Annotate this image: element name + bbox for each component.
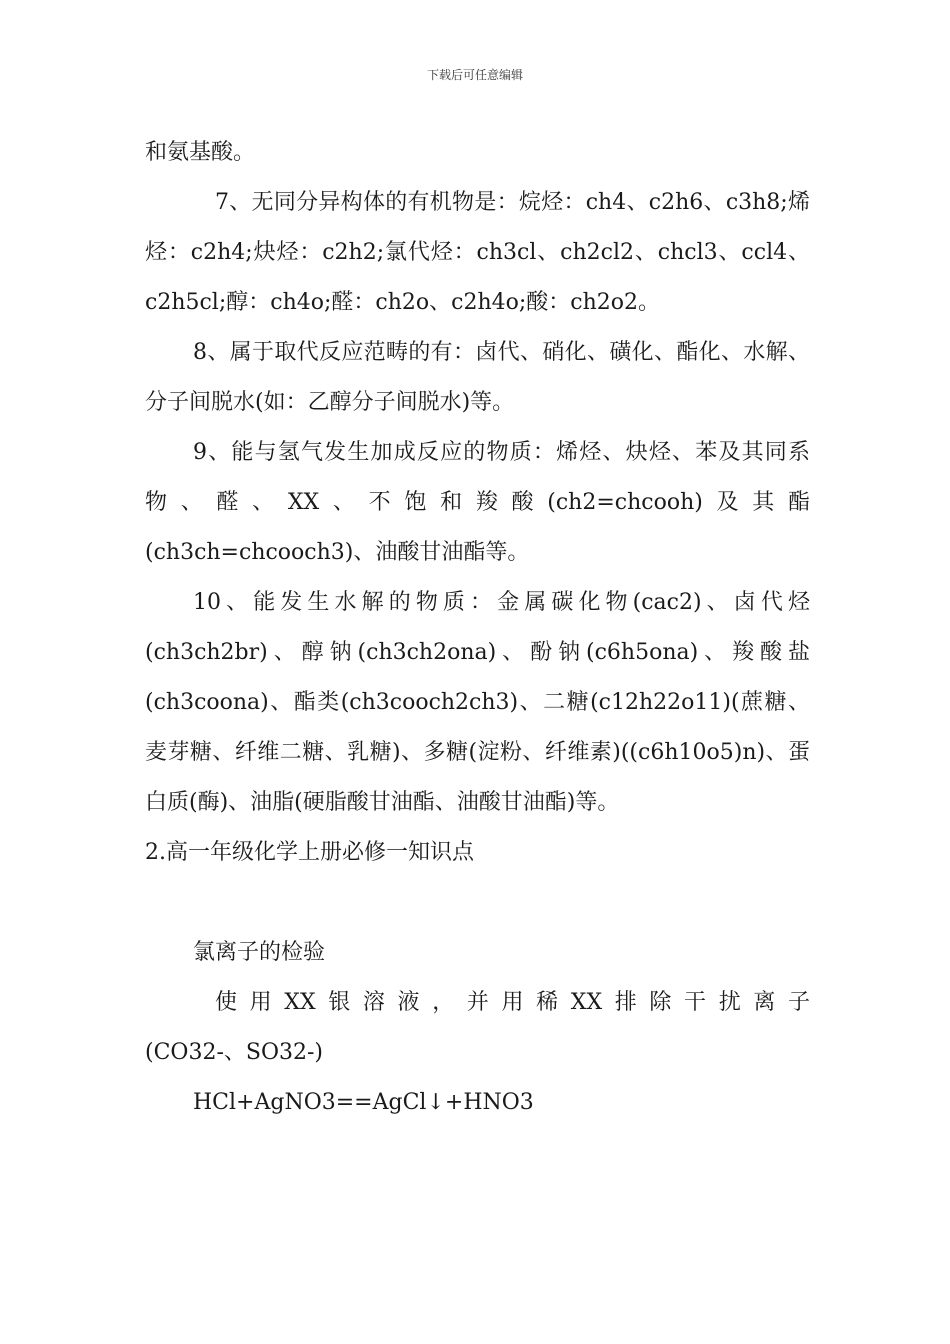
chemical-equation: HCl+AgNO3==AgCl↓+HNO3 xyxy=(193,1090,534,1115)
paragraph-item-10: 10、能发生水解的物质：金属碳化物(cac2)、卤代烃(ch3ch2br)、醇钠(ch3ch2ona)、酚钠(c6h5ona)、羧酸盐(ch3coona)、酯类(ch3cooch2ch3)、二糖(c12h22o11)(蔗糖、麦芽糖、纤维二糖、乳糖)、多糖(淀粉、纤维素)((c6h10o5)n)、蛋白质(酶)、油脂(硬脂酸甘油酯、油酸甘油酯)等。 xyxy=(145,590,810,815)
page-header: 下载后可任意编辑 xyxy=(426,68,523,82)
chloride-test-text: 使用XX银溶液，并用稀XX排除干扰离子 xyxy=(215,990,810,1015)
spacer xyxy=(145,878,810,928)
paragraph-item-8: 8、属于取代反应范畴的有：卤代、硝化、磺化、酯化、水解、分子间脱水(如：乙醇分子间脱水)等。 xyxy=(145,340,810,415)
paragraph-item-7: 7、无同分异构体的有机物是：烷烃：ch4、c2h6、c3h8;烯烃：c2h4;炔烃：c2h2;氯代烃：ch3cl、ch2cl2、chcl3、ccl4、c2h5cl;醇：ch4o;醛：ch2o、c2h4o;酸：ch2o2。 xyxy=(145,190,810,315)
subsection-heading: 氯离子的检验 xyxy=(193,940,326,965)
document-body xyxy=(145,128,810,1128)
interfering-ions: (CO32-、SO32-) xyxy=(145,1040,323,1065)
paragraph-continuation: 和氨基酸。 xyxy=(145,140,256,165)
section-heading: 2.高一年级化学上册必修一知识点 xyxy=(145,840,474,865)
paragraph-item-9: 9、能与氢气发生加成反应的物质：烯烃、炔烃、苯及其同系物、醛、XX、不饱和羧酸(ch2=chcooh)及其酯(ch3ch=chcooch3)、油酸甘油酯等。 xyxy=(145,440,810,565)
